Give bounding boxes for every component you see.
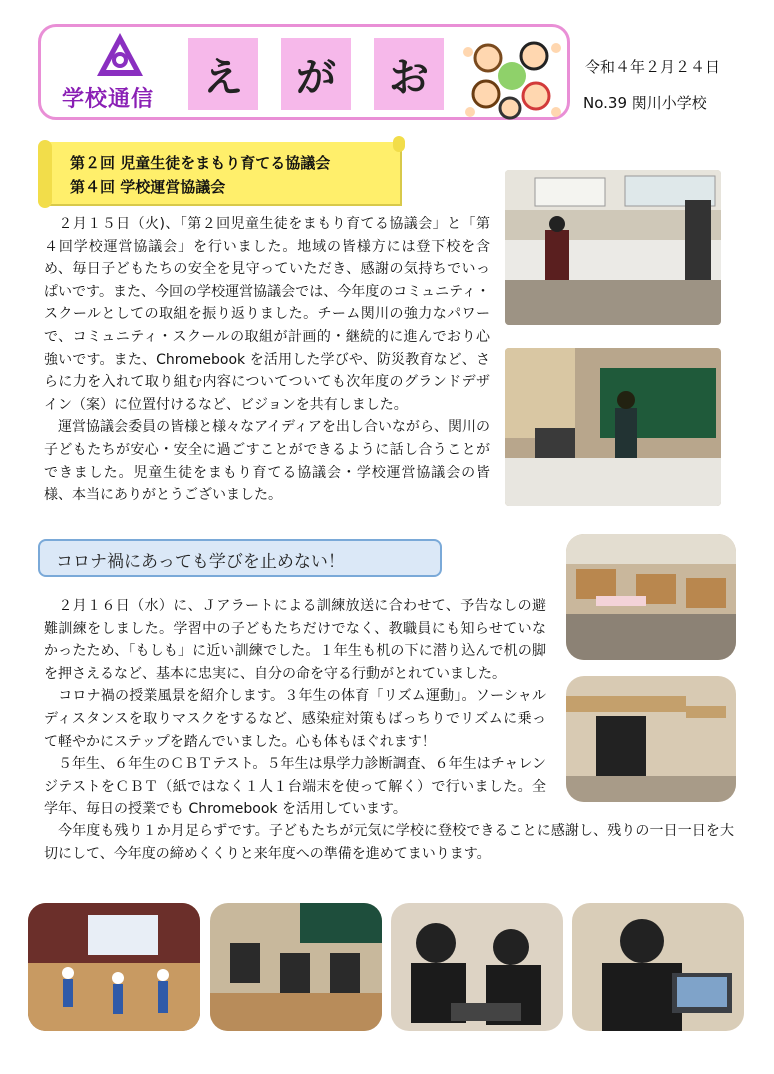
- rhythm-exercise-photo: [28, 903, 200, 1031]
- cbt-test-photo-1: [210, 903, 382, 1031]
- section2-paragraph-3: ５年生、６年生のＣＢＴテスト。５年生は県学力診断調査、６年生はチャレンジテストをＣＢＴ（紙ではなく１人１台端末を使って解く）で行いました。全学年、毎日の授業でも Chromebook を活用しています。: [44, 756, 546, 818]
- title-char-e: え: [188, 38, 258, 110]
- section1-title: [70, 151, 330, 199]
- section1-title-line2: 第４回 学校運営協議会: [70, 178, 226, 196]
- school-news-label: 学校通信: [62, 87, 155, 112]
- cbt-test-photo-3: [572, 903, 744, 1031]
- banner-scroll-left: [38, 140, 52, 208]
- section1-title-line1: 第２回 児童生徒をまもり育てる協議会: [70, 154, 331, 172]
- section1-paragraph-1: ２月１５日（火)、「第２回児童生徒をまもり育てる協議会」と「第４回学校運営協議会」を行いました。地域の皆様方には登下校を含め、毎日子どもたちの安全を見守っていただき、感謝の気持ちでいっぱいです。また、今回の学校運営協議会では、今年度のコミュニティ・スクールとしての取組を振り返りました。チーム関川の強力なパワーで、コミュニティ・スクールの取組が計画的・継続的に進んでおり心強いです。また、Chromebook を活用した学びや、防災教育など、さらに力を入れて取り組む内容についてついても次年度のグランドデザイン（案）に位置付けるなど、ビジョンを共有しました。: [44, 216, 490, 413]
- children-illustration-icon: [462, 32, 562, 120]
- meeting-photo-2: [505, 348, 721, 506]
- section2-body: [44, 595, 546, 821]
- cbt-test-photo-2: [391, 903, 563, 1031]
- issue-number: No.39 関川小学校: [583, 94, 707, 112]
- section1-paragraph-2: 運営協議会委員の皆様と様々なアイディアを出し合いながら、関川の子どもたちが安心・安全に過ごすことができるように話し合うことができました。児童生徒をまもり育てる協議会・学校運営協議会の皆様、本当にありがとうございました。: [44, 419, 490, 504]
- section2-paragraph-1: ２月１６日（水）に、Ｊアラートによる訓練放送に合わせて、予告なしの避難訓練をしました。学習中の子どもたちだけでなく、教職員にも知らせていなかったため、「もしも」に近い訓練でした。１年生も机の下に潜り込んで机の脚を押さえるなど、基本に忠実に、自分の命を守る行動がとれていました。: [44, 598, 546, 682]
- banner-scroll-right: [393, 136, 405, 152]
- drill-photo-2: [566, 676, 736, 802]
- title-char-o: お: [374, 38, 444, 110]
- section2-heading: コロナ禍にあっても学びを止めない！: [56, 552, 345, 572]
- issue-date: 令和４年２月２４日: [585, 58, 721, 76]
- drill-photo-1: [566, 534, 736, 660]
- section2-paragraph-2: コロナ禍の授業風景を紹介します。３年生の体育「リズム運動」。ソーシャルディスタンスを取りマスクをするなど、感染症対策もばっちりでリズムに乗って軽やかにステップを踏んでいました。心も体もほぐれます！: [44, 688, 546, 750]
- title-char-ga: が: [281, 38, 351, 110]
- meeting-photo-1: [505, 170, 721, 325]
- section1-body: [44, 213, 490, 507]
- closing-paragraph: 今年度も残り１か月足らずです。子どもたちが元気に学校に登校できることに感謝し、残りの一日一日を大切にして、今年度の締めくくりと来年度への準備を進めてまいります。: [44, 823, 734, 862]
- school-emblem-icon: [94, 30, 146, 82]
